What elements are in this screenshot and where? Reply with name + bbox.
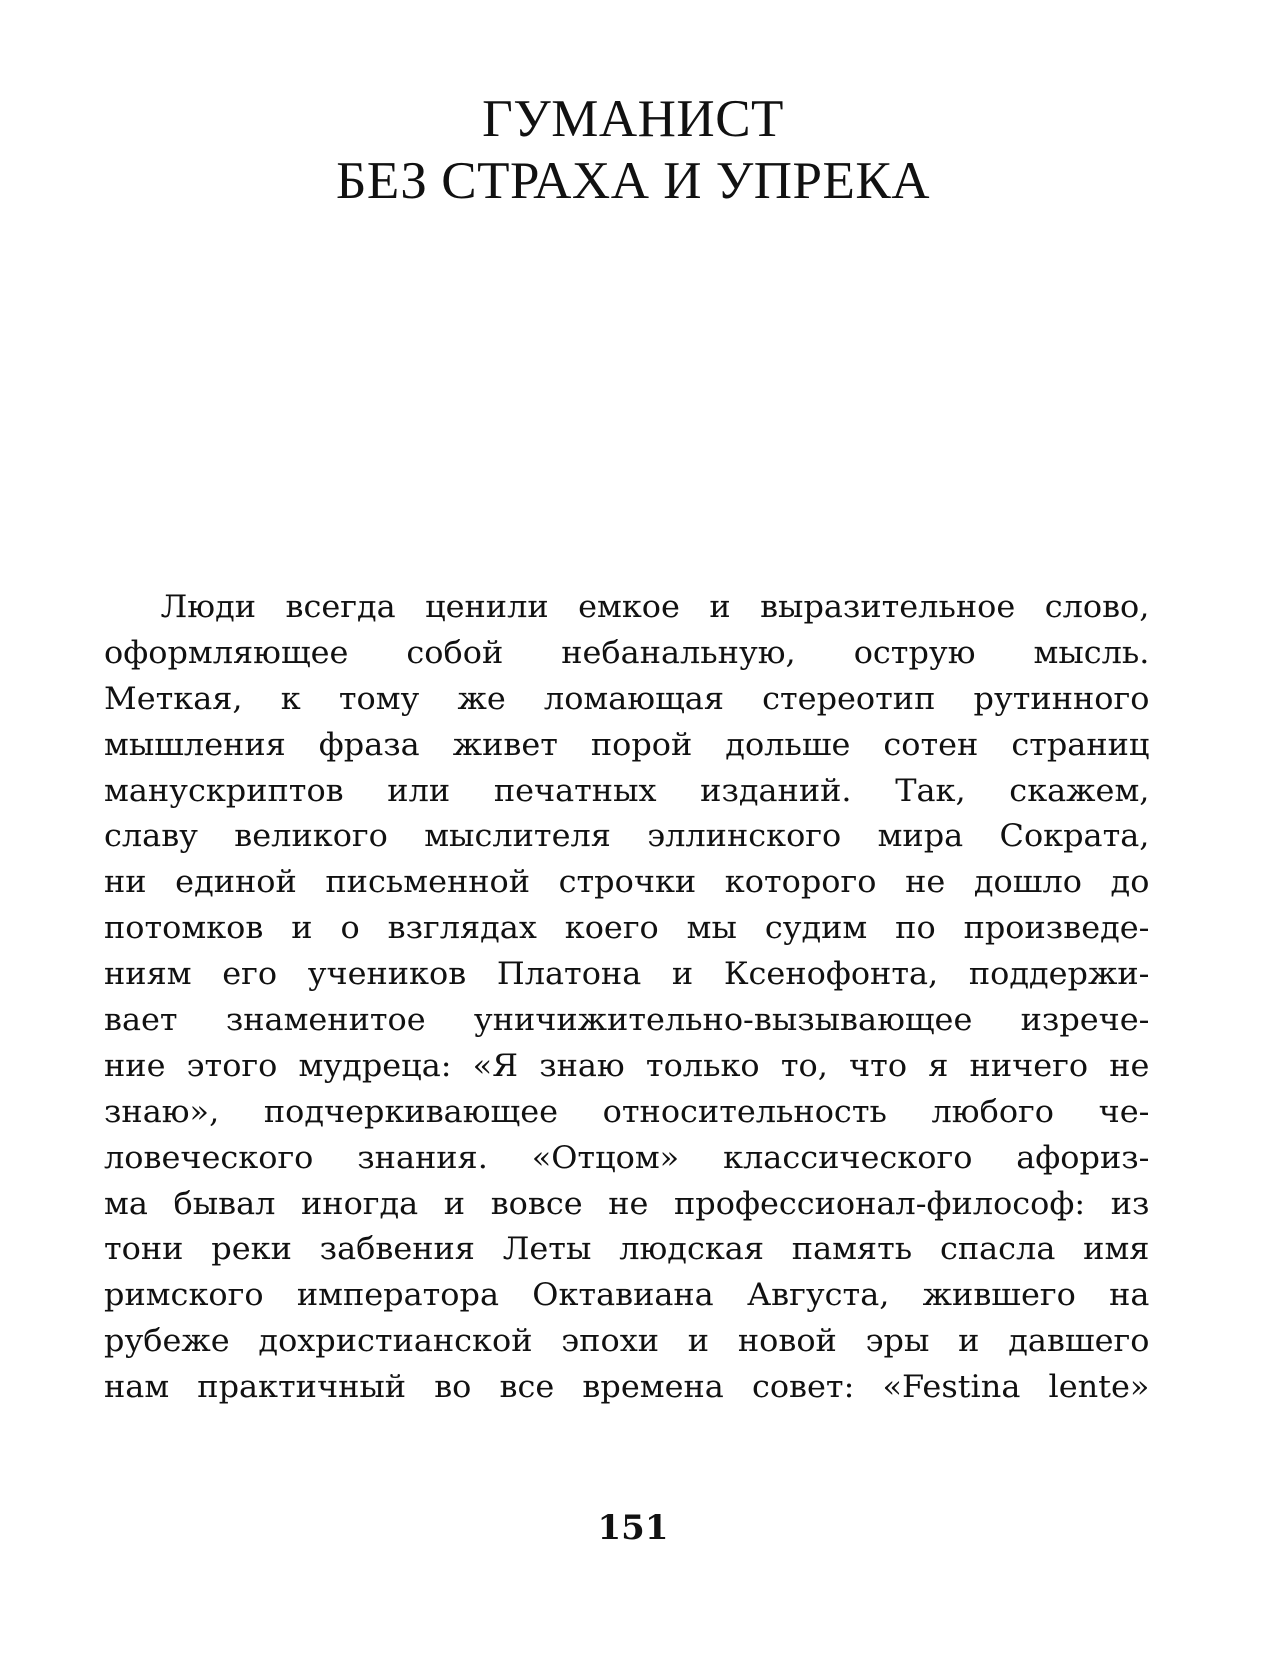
text-line: мышления фраза живет порой дольше сотен страниц <box>104 726 1150 763</box>
text-line: ниям его учеников Платона и Ксенофонта, поддержи- <box>104 956 1150 993</box>
text-line: вает знаменитое уничижительно-вызывающее изрече- <box>104 1002 1150 1039</box>
text-line: славу великого мыслителя эллинского мира Сократа, <box>104 818 1150 855</box>
page-number: 151 <box>597 1508 669 1548</box>
text-line: потомков и о взглядах коего мы судим по произведе- <box>104 910 1150 947</box>
text-line: римского императора Октавиана Августа, жившего на <box>104 1277 1150 1314</box>
chapter-title-line-1: ГУМАНИСТ <box>482 90 784 148</box>
text-line: тони реки забвения Леты людская память спасла имя <box>104 1231 1150 1268</box>
text-line: Люди всегда ценили емкое и выразительное слово, <box>160 589 1150 625</box>
text-line: ма бывал иногда и вовсе не профессионал-философ: из <box>104 1185 1150 1222</box>
text-line: Меткая, к тому же ломающая стереотип рутинного <box>104 680 1150 717</box>
text-line: ни единой письменной строчки которого не дошло до <box>104 864 1150 901</box>
text-line: знаю», подчеркивающее относительность любого че- <box>104 1093 1150 1130</box>
text-line: нам практичный во все времена совет: «Festina lente» <box>104 1369 1150 1406</box>
text-line: манускриптов или печатных изданий. Так, скажем, <box>104 772 1150 809</box>
chapter-title <box>0 88 1266 212</box>
text-line: ловеческого знания. «Отцом» классического афориз- <box>104 1139 1150 1176</box>
body-paragraph <box>104 585 1150 1411</box>
text-line: оформляющее собой небанальную, острую мысль. <box>104 634 1150 671</box>
text-line: рубеже дохристианской эпохи и новой эры и давшего <box>104 1323 1150 1360</box>
chapter-title-line-2: БЕЗ СТРАХА И УПРЕКА <box>335 152 931 210</box>
text-line: ние этого мудреца: «Я знаю только то, что я ничего не <box>104 1047 1150 1084</box>
